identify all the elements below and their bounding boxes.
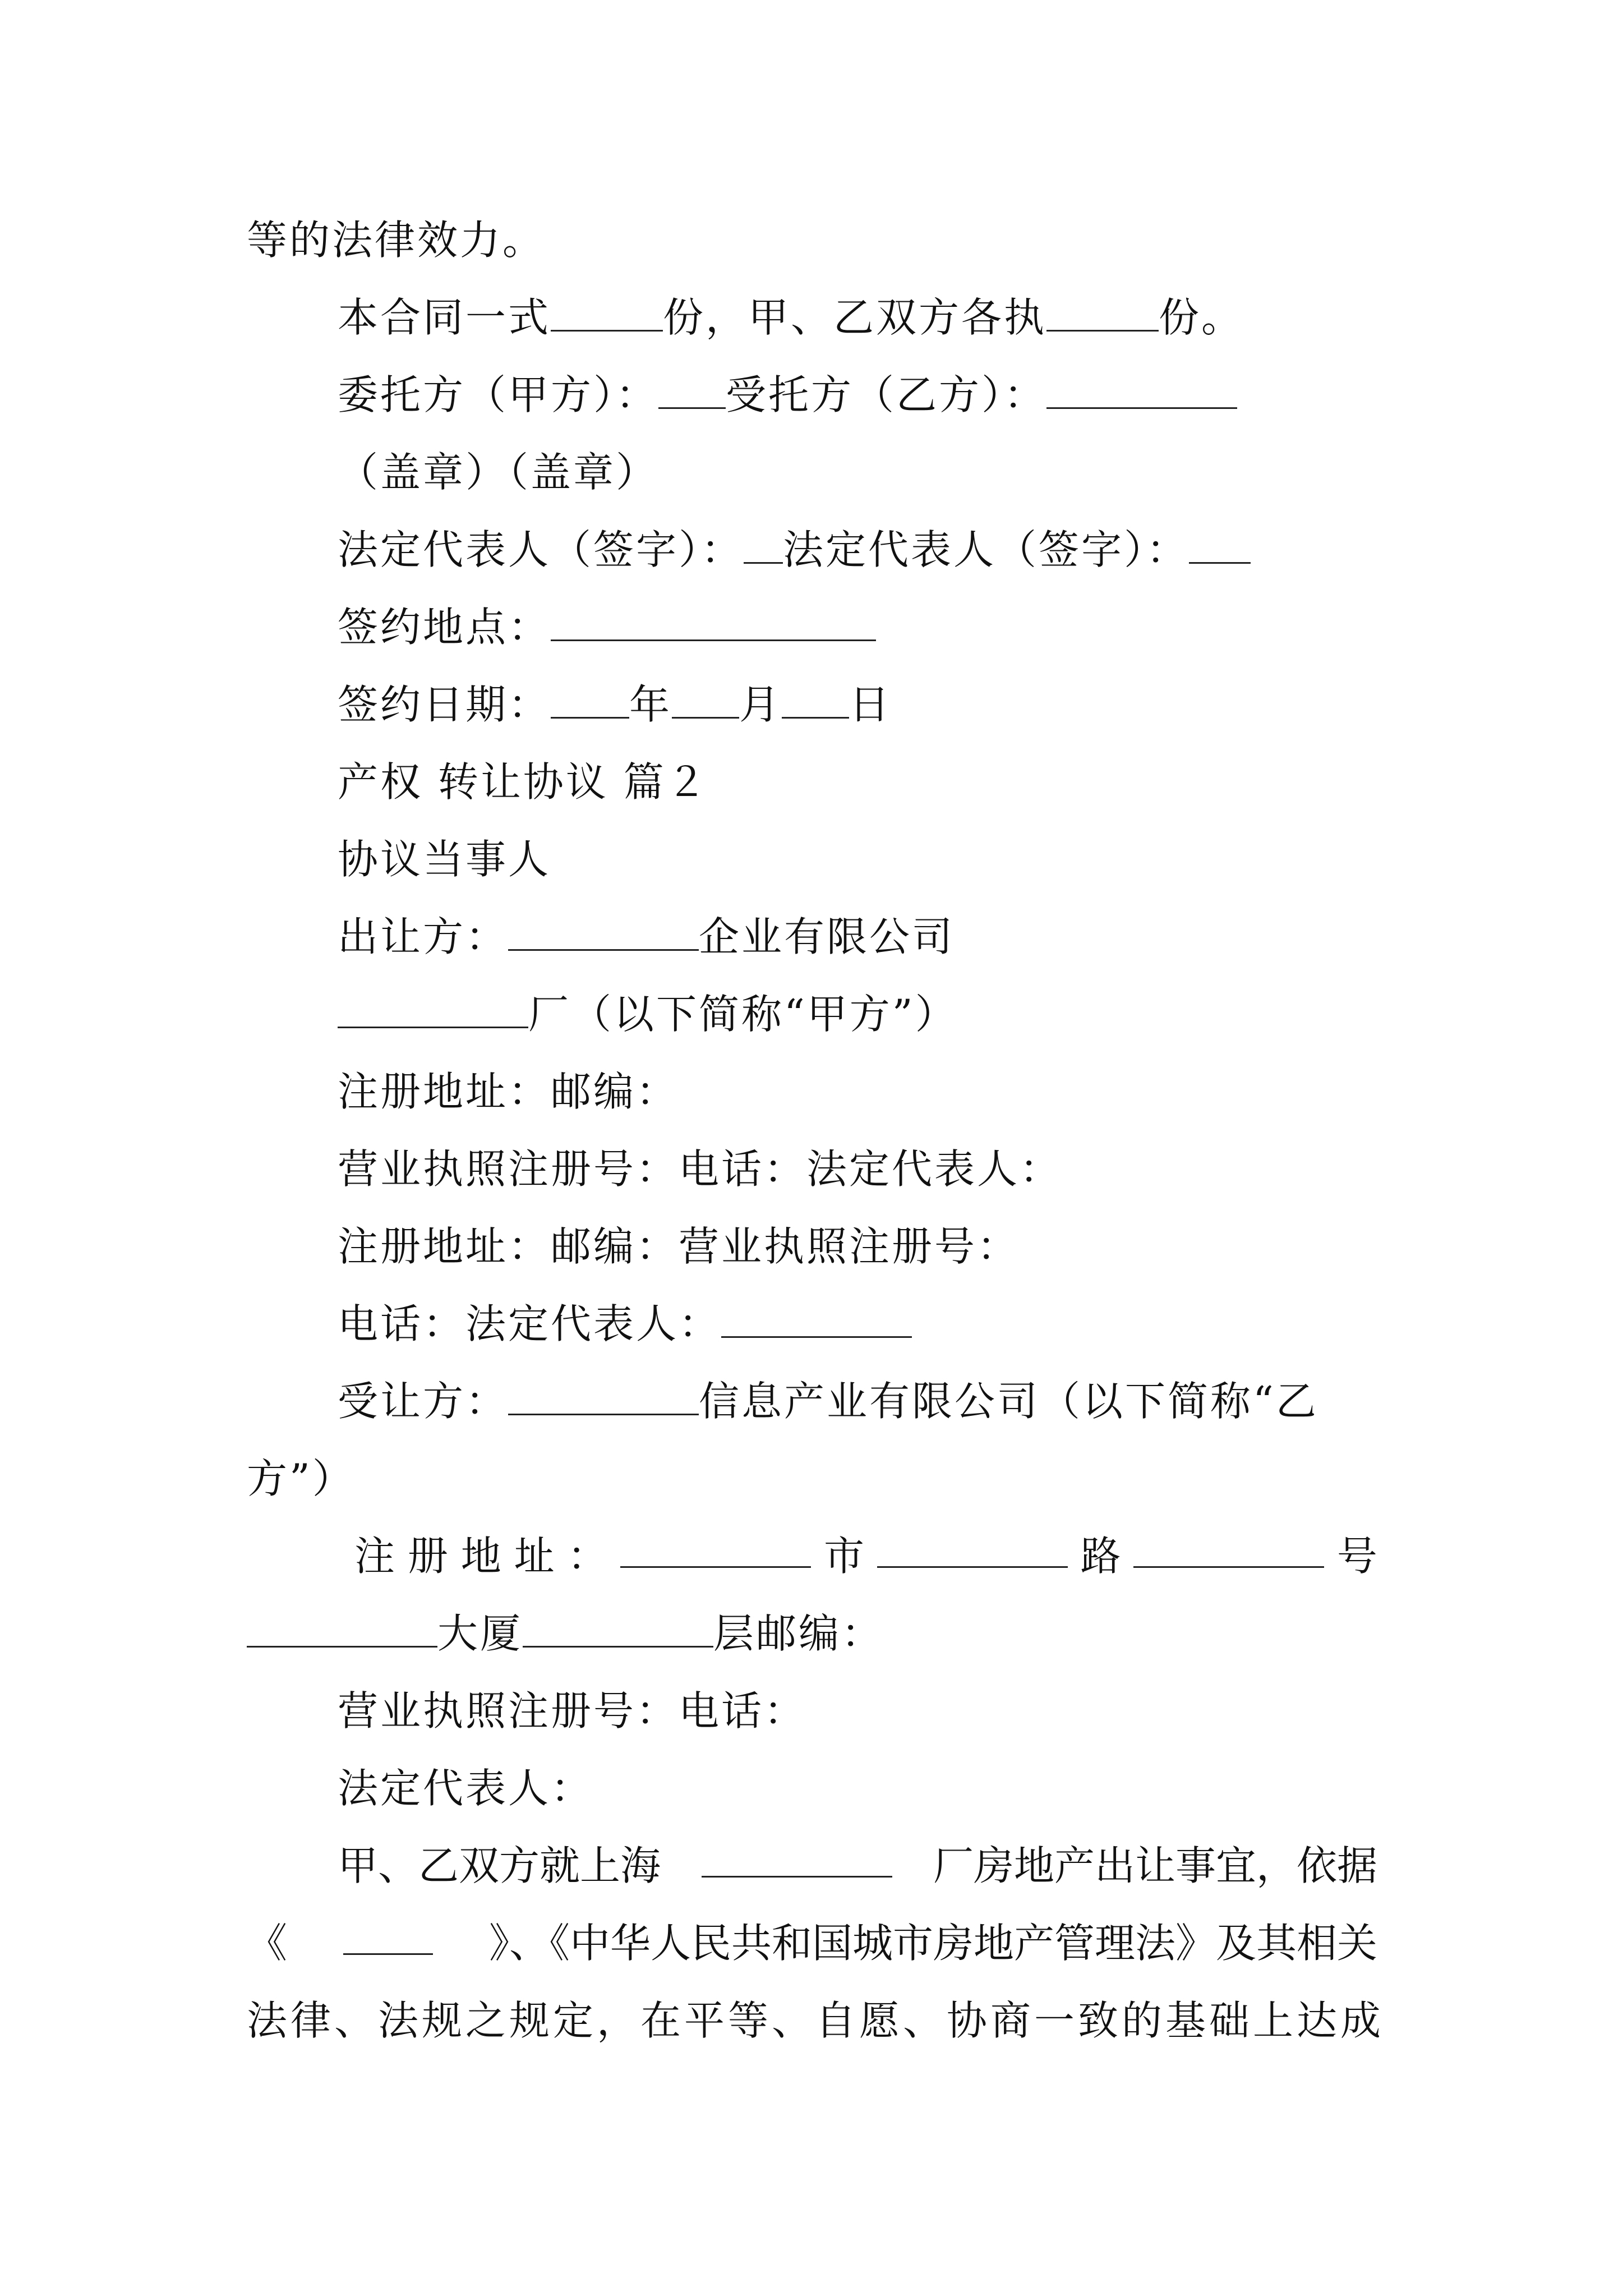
paragraph-body-2 (247, 1916, 1377, 1970)
paragraph-body-3 (247, 1994, 1384, 2047)
text: 受托方（乙方）： (726, 371, 1047, 418)
blank-underline (782, 680, 849, 719)
text: 产权 转让协议 篇２ (338, 758, 709, 806)
text: 月 (739, 681, 782, 728)
blank-underline (1046, 293, 1159, 332)
text: 日 (849, 681, 892, 728)
text: 份。 (1159, 294, 1244, 341)
blank-underline (877, 1529, 1068, 1568)
text: 签约日期： (338, 681, 551, 728)
text: 甲、乙双方就上海 (338, 1842, 661, 1889)
text: 签约地点： (338, 604, 551, 651)
text: 本合同一式 (338, 294, 551, 341)
blank-underline (247, 1609, 437, 1648)
text: 营业执照注册号：电话：法定代表人： (338, 1145, 1063, 1193)
text: 》、《中华人民共和国城市房地产管理法》及其相关 (488, 1920, 1377, 1967)
paragraph-factory (338, 987, 958, 1041)
paragraph-address-license (338, 1220, 1020, 1273)
text: 法定代表人（签字）： (338, 526, 744, 573)
paragraph-address-b (354, 1529, 1377, 1583)
paragraph-sign-date (338, 678, 892, 731)
text: 路 (1080, 1533, 1121, 1580)
paragraph-transferor (338, 910, 955, 964)
blank-underline (1189, 525, 1251, 564)
blank-underline (620, 1529, 811, 1568)
paragraph-address-a (338, 1065, 679, 1119)
paragraph-phone-rep (338, 1297, 912, 1351)
paragraph-rep-b (338, 1761, 593, 1815)
blank-underline (508, 1377, 699, 1415)
text: 层邮编： (713, 1610, 884, 1657)
paragraph-copies (338, 291, 1244, 344)
text: （盖章）（盖章） (338, 449, 659, 496)
blank-underline (551, 680, 629, 719)
blank-underline (523, 1609, 713, 1648)
text: 注 册 地 址 ： (354, 1533, 608, 1580)
text: 方”） (247, 1455, 355, 1502)
paragraph-representatives (338, 523, 1251, 577)
paragraph-seals (338, 445, 658, 499)
paragraph-transferee (338, 1374, 1318, 1428)
blank-underline (508, 912, 699, 951)
blank-underline (1133, 1529, 1324, 1568)
text: 等的法律效力。 (247, 217, 546, 264)
blank-underline (1046, 370, 1237, 409)
paragraph-body-1 (338, 1839, 1377, 1893)
blank-underline (702, 1839, 892, 1878)
text: 大厦 (437, 1610, 523, 1657)
text: 受让方： (338, 1378, 509, 1425)
text: 厂（以下简称“甲方”） (528, 991, 958, 1038)
blank-underline (744, 525, 783, 564)
blank-underline (551, 293, 663, 332)
section-heading (338, 755, 709, 809)
text: 出让方： (338, 913, 509, 960)
paragraph-legal-effect (247, 213, 545, 267)
paragraph-license-b (338, 1684, 806, 1738)
text: 年 (629, 681, 672, 728)
text: 企业有限公司 (699, 913, 955, 960)
blank-underline (658, 370, 726, 409)
blank-underline (672, 680, 739, 719)
paragraph-transferee-cont (247, 1452, 355, 1506)
paragraph-address-b-cont (247, 1607, 884, 1660)
text: 法律、法规之规定，在平等、自愿、协商一致的基础上达成 (247, 1997, 1385, 2044)
text: 市 (824, 1533, 865, 1580)
paragraph-license-a (338, 1142, 1062, 1196)
text: 法定代表人（签字）： (783, 526, 1189, 573)
text: 注册地址：邮编：营业执照注册号： (338, 1223, 1020, 1270)
paragraph-parties (338, 368, 1237, 422)
text: 份，甲、乙双方各执 (663, 294, 1047, 341)
paragraph-parties-title (338, 832, 551, 886)
blank-underline (338, 990, 528, 1028)
paragraph-sign-place (338, 600, 876, 654)
text: 法定代表人： (338, 1765, 594, 1812)
text: 注册地址：邮编： (338, 1068, 679, 1115)
blank-underline (551, 602, 876, 641)
text: 信息产业有限公司（以下简称“乙 (699, 1378, 1318, 1425)
text: 号 (1336, 1533, 1377, 1580)
blank-underline (721, 1299, 912, 1338)
text: 委托方（甲方）： (338, 371, 659, 418)
text: 《 (247, 1920, 288, 1967)
text: 协议当事人 (338, 836, 551, 883)
text: 厂房地产出让事宜，依据 (933, 1842, 1377, 1889)
text: 电话：法定代表人： (338, 1300, 722, 1347)
blank-underline (343, 1916, 433, 1955)
text: 营业执照注册号：电话： (338, 1687, 807, 1734)
